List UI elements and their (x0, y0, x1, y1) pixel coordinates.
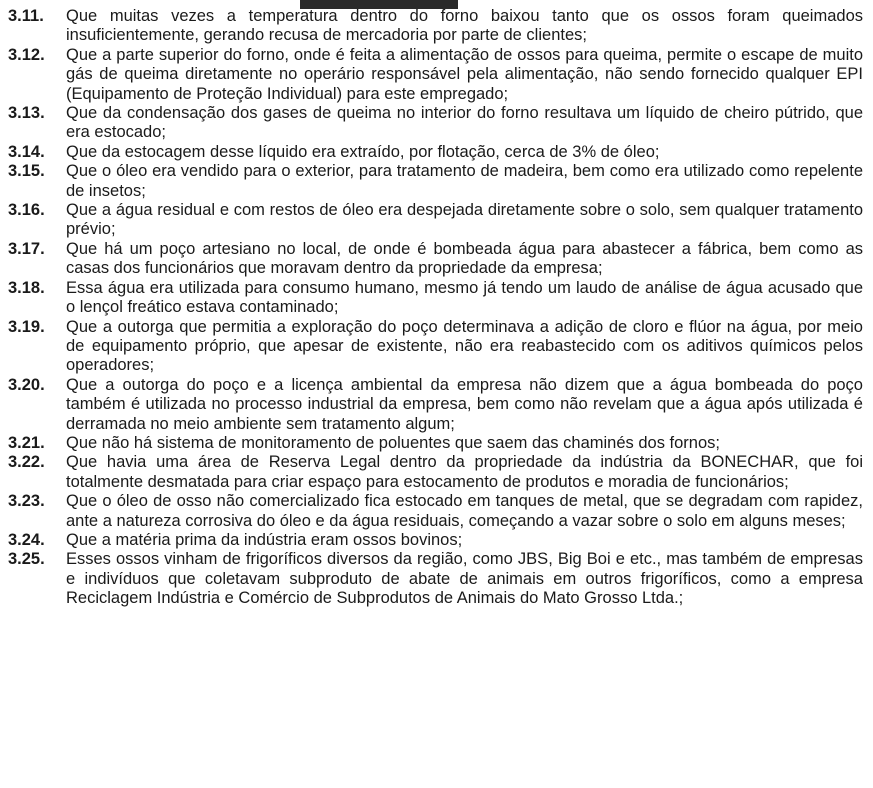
clause-item (8, 162, 863, 201)
clause-number: 3.13. (8, 104, 45, 123)
clause-number: 3.24. (8, 530, 45, 549)
clause-text: Que a parte superior do forno, onde é feita a alimentação de ossos para queima, permite o escape de muito gás de queima diretamente no operário responsável pela alimentação, não sendo fornecido qualquer EPI (Equipamento de Proteção Individual) para este empregado; (66, 45, 863, 103)
clause-item (8, 201, 863, 240)
clause-number: 3.25. (8, 550, 45, 569)
clause-text: Que da condensação dos gases de queima no interior do forno resultava um líquido de cheiro pútrido, que era estocado; (66, 104, 863, 142)
clause-text: Que a água residual e com restos de óleo era despejada diretamente sobre o solo, sem qualquer tratamento prévio; (66, 201, 863, 239)
clause-number: 3.19. (8, 317, 45, 336)
clause-number: 3.21. (8, 433, 45, 452)
clause-item (8, 279, 863, 318)
clause-number: 3.20. (8, 375, 45, 394)
clause-item (8, 376, 863, 434)
clause-item (8, 240, 863, 279)
clause-item (8, 143, 863, 162)
clause-number: 3.16. (8, 201, 45, 220)
clause-number: 3.17. (8, 239, 45, 258)
clause-text: Que a outorga do poço e a licença ambiental da empresa não dizem que a água bombeada do poço também é utilizada no processo industrial da empresa, bem como não revelam que a água após utilizada é derramada no meio ambiente sem tratamento algum; (66, 375, 863, 433)
clause-item (8, 453, 863, 492)
numbered-clause-list (8, 7, 863, 609)
clause-text: Que havia uma área de Reserva Legal dentro da propriedade da indústria da BONECHAR, que foi totalmente desmatada para criar espaço para estocamento de produtos e moradia de funcionários; (66, 453, 863, 491)
clause-text: Que o óleo era vendido para o exterior, para tratamento de madeira, bem como era utilizado como repelente de insetos; (66, 162, 863, 200)
clause-number: 3.22. (8, 453, 45, 472)
clause-item (8, 104, 863, 143)
clause-text: Que não há sistema de monitoramento de poluentes que saem das chaminés dos fornos; (66, 433, 720, 452)
clause-number: 3.18. (8, 278, 45, 297)
clause-text: Que a matéria prima da indústria eram ossos bovinos; (66, 530, 463, 549)
clause-item (8, 46, 863, 104)
clause-text: Essa água era utilizada para consumo humano, mesmo já tendo um laudo de análise de água acusado que o lençol freático estava contaminado; (66, 278, 863, 317)
clause-text: Que a outorga que permitia a exploração do poço determinava a adição de cloro e flúor na água, por meio de equipamento próprio, que apesar de existente, não era reabastecido com os aditivos químicos pelos operadores; (66, 317, 863, 375)
clause-text: Que da estocagem desse líquido era extraído, por flotação, cerca de 3% de óleo; (66, 142, 660, 161)
clause-item (8, 550, 863, 608)
clause-item (8, 492, 863, 531)
clause-item (8, 7, 863, 46)
clause-number: 3.15. (8, 162, 45, 181)
clause-text: Esses ossos vinham de frigoríficos diversos da região, como JBS, Big Boi e etc., mas também de empresas e indivíduos que coletavam subproduto de abate de animais em outros frigoríficos, como a empresa Reciclagem Indústria e Comércio de Subprodutos de Animais do Mato Grosso Ltda.; (66, 550, 863, 608)
clause-number: 3.11. (8, 7, 44, 25)
clause-item (8, 318, 863, 376)
clause-item (8, 434, 863, 453)
clause-text: Que há um poço artesiano no local, de onde é bombeada água para abastecer a fábrica, bem como as casas dos funcionários que moravam dentro da propriedade da empresa; (66, 239, 863, 278)
clause-text: Que o óleo de osso não comercializado fica estocado em tanques de metal, que se degradam com rapidez, ante a natureza corrosiva do óleo e da água residuais, começando a vazar sobre o solo em alguns meses; (66, 492, 863, 530)
clause-text: Que muitas vezes a temperatura dentro do forno baixou tanto que os ossos foram queimados insuficientemente, gerando recusa de mercadoria por parte de clientes; (66, 7, 863, 45)
clause-number: 3.23. (8, 492, 45, 511)
clause-item (8, 531, 863, 550)
clause-number: 3.12. (8, 45, 45, 64)
clause-number: 3.14. (8, 142, 45, 161)
